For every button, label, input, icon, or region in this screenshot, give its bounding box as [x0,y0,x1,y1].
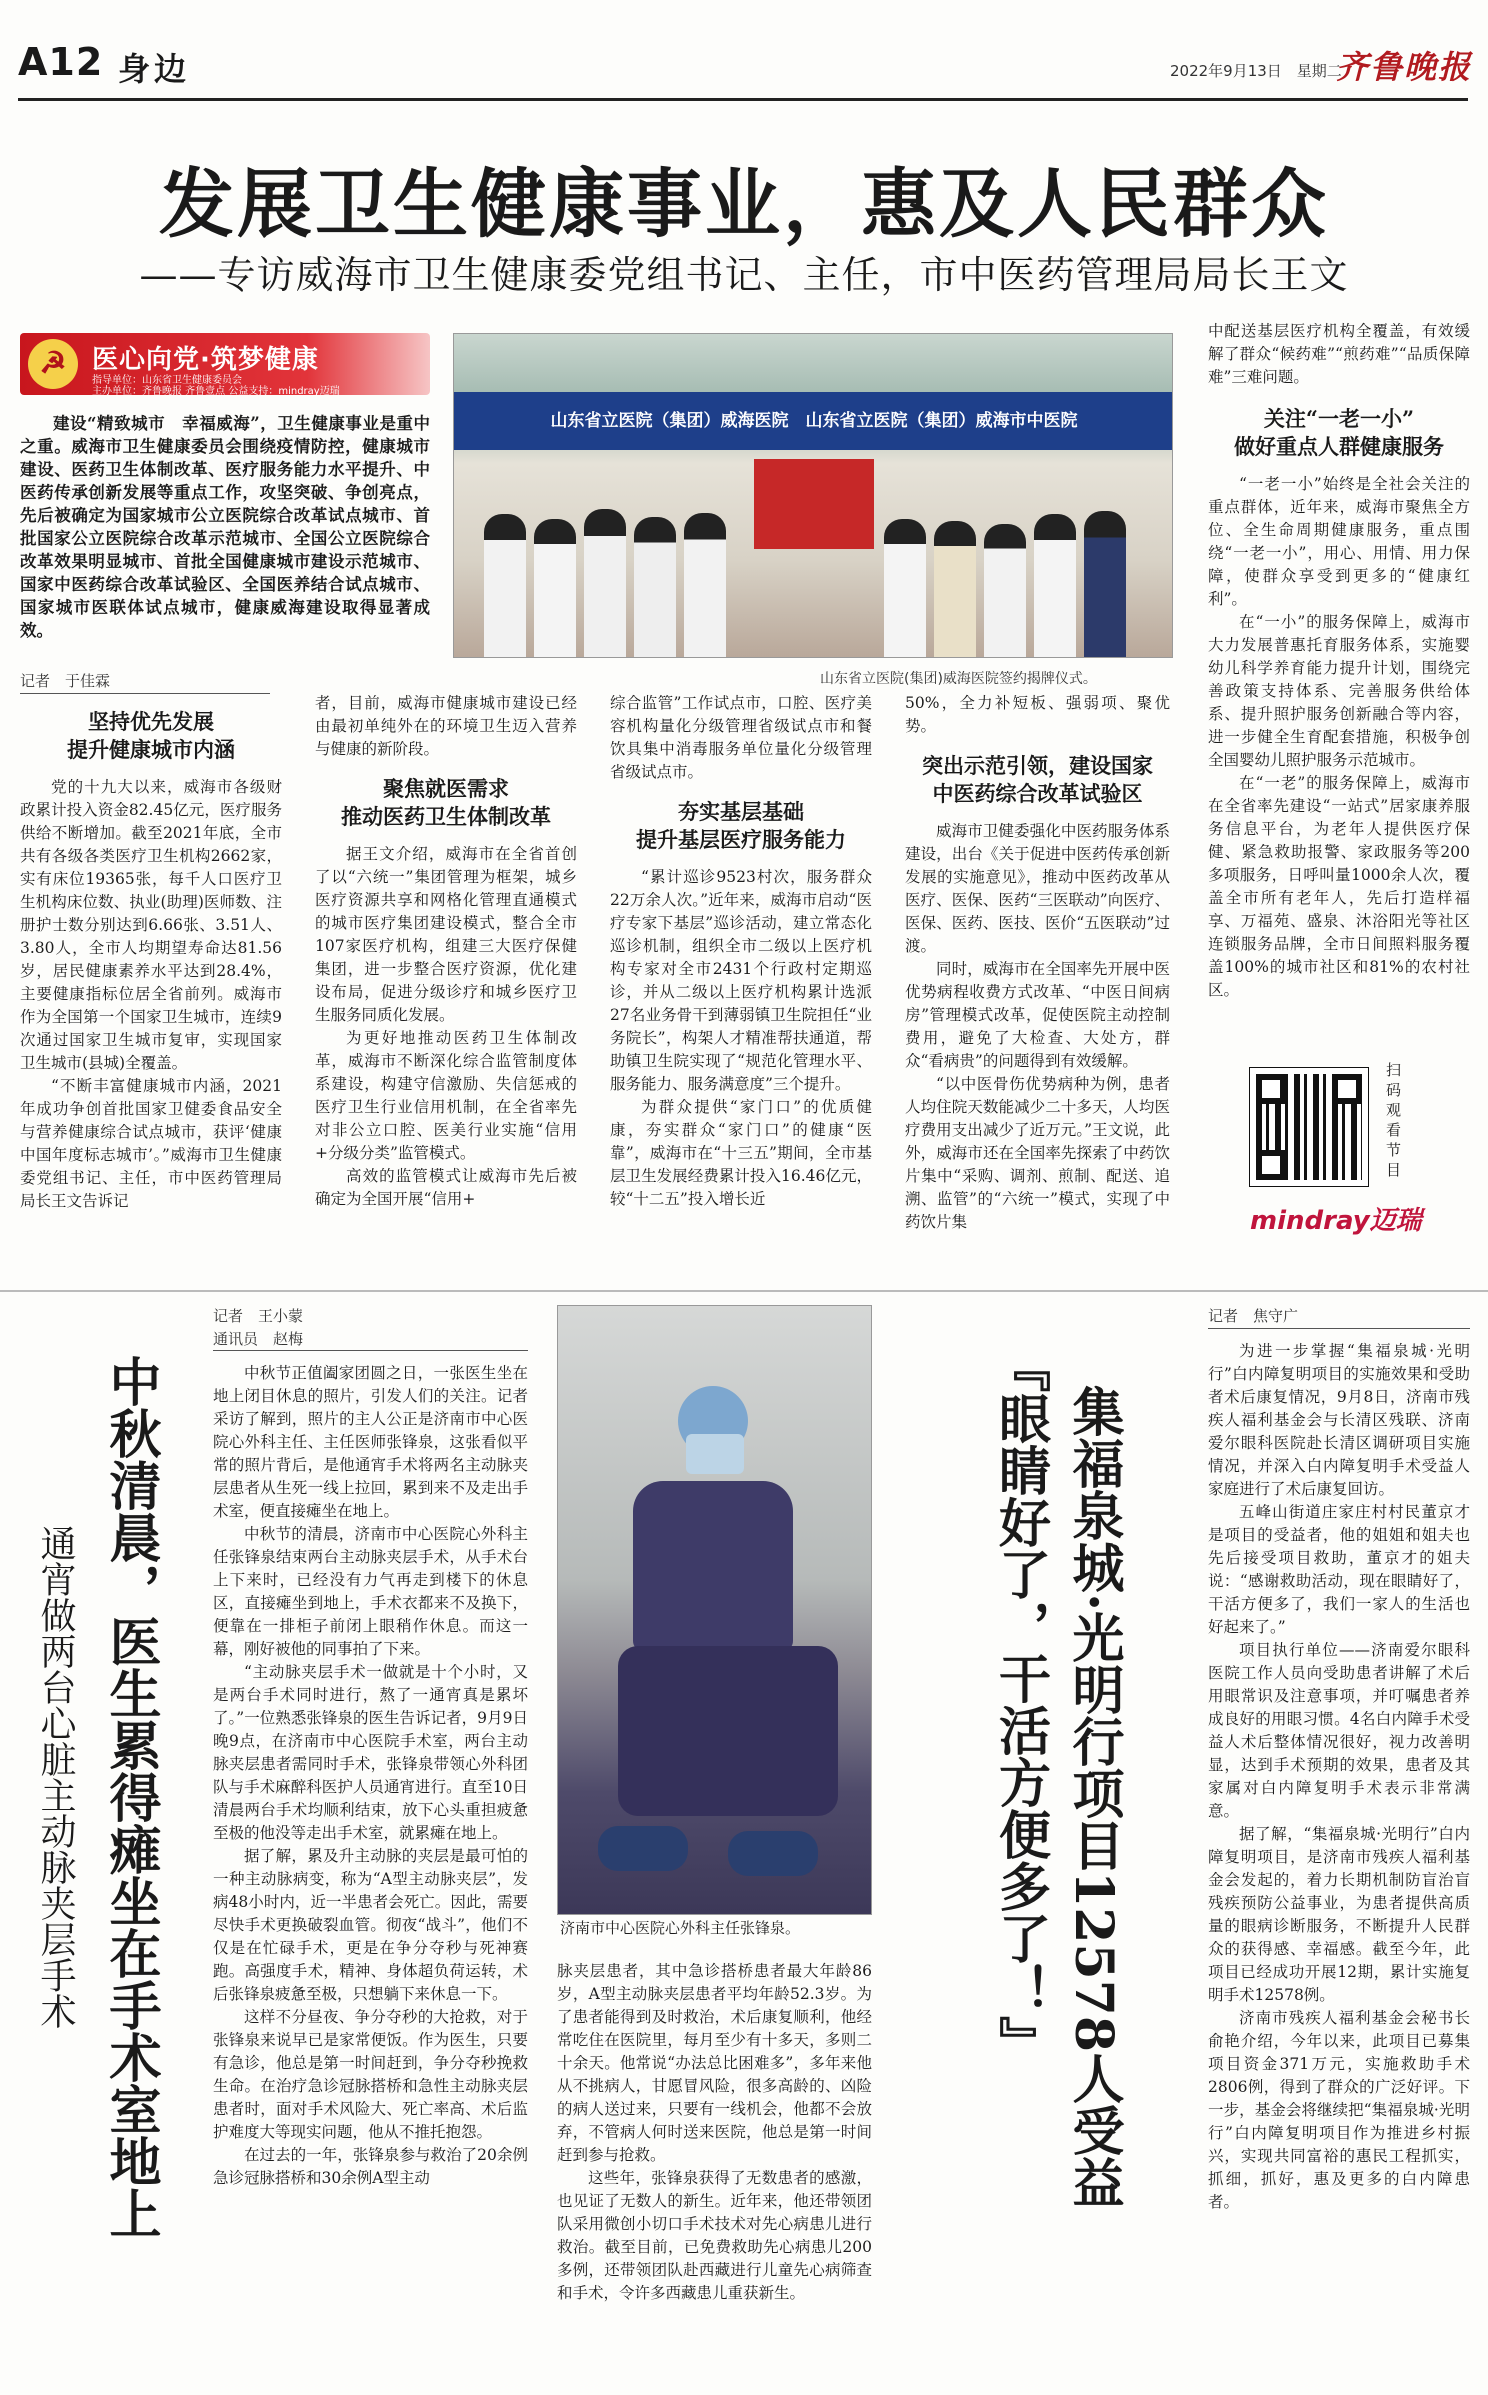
col4-heading-1: 突出示范引领，建设国家 [922,753,1153,778]
byline-rule [213,1350,528,1351]
scrubs-pants [618,1646,838,1816]
photo2-caption: 济南市中心医院心外科主任张锋泉。 [560,1919,801,1937]
article2-title-text: 中秋清晨，医生累得瘫坐在手术室地上 [100,1355,161,2239]
a2-para: 中秋节正值阖家团圆之日，一张医生坐在地上闭目休息的照片，引发人们的关注。记者采访了解到，照片的主人公正是济南市中心医院心外科主任、主任医师张锋泉，这张看似平常的照片背后，是他通宵手术将两名主动脉夹层患者从生死一线上拉回，累到来不及走出手术室，便直接瘫坐在地上。 [213,1364,528,1520]
article2-byline-correspondent: 通讯员 赵梅 [213,1330,304,1348]
col4-para: 50%，全力补短板、强弱项、聚优势。 [905,694,1170,735]
col3-para: “累计巡诊9523村次，服务群众22万余人次。”近年来，威海市启动“医疗专家下基层”巡诊活动，建立常态化巡诊机制，组织全市二级以上医疗机构专家对全市2431个行政村定期巡诊，并从二级以上医疗机构累计选派27名业务骨干到薄弱镇卫生院担任“业务院长”，构架人才精准帮扶通道，帮助镇卫生院实现了“规范化管理水平、服务能力、服务满意度”三个提升。 [610,868,872,1093]
byline-rule [1208,1328,1470,1329]
article1-title: 发展卫生健康事业，惠及人民群众 [158,160,1329,248]
article1-byline: 记者 于佳霖 [20,672,111,690]
article2-title [95,1355,165,2250]
newspaper-logo: 齐鲁晚报 [1336,48,1473,86]
col4-para: 同时，威海市在全国率先开展中医优势病程收费方式改革、“中医日间病房”管理模式改革，促使医院主动控制费用，避免了大检查、大处方，群众“看病贵”的问题得到有效缓解。 [905,960,1170,1070]
column-banner [20,333,430,395]
article2-subtitle [30,1525,80,2038]
article3-body [1208,1340,1470,2214]
scrubs-top [633,1481,793,1651]
article2-byline-reporter: 记者 王小蒙 [213,1307,304,1325]
section-divider [0,1290,1488,1292]
a2-para: 中秋节的清晨，济南市中心医院心外科主任张锋泉结束两台主动脉夹层手术，从手术台上下来时，已经没有力气再走到楼下的休息区，直接瘫坐到地上，手术衣都来不及换下，便靠在一排柜子前闭上眼稍作休息。而这一幕，刚好被他的同事拍了下来。 [213,1525,528,1658]
col1-heading-1: 坚持优先发展 [88,709,214,734]
banner-organizer: 主办单位：齐鲁晚报 齐鲁壹点 公益支持：mindray迈瑞 [92,386,340,397]
a3-para: 五峰山街道庄家庄村村民董京才是项目的受益者，他的姐姐和姐夫也先后接受项目救助，董京才的姐夫说：“感谢救助活动，现在眼睛好了，干活方便多了，我们一家人的生活也好起来了。” [1208,1503,1470,1636]
shoe-left [598,1826,688,1871]
article1-column-4 [905,692,1170,1234]
col2-para: 据王文介绍，威海市在全省首创了以“六统一”集团管理为框架，城乡医疗资源共享和网格化管理直通模式的城市医疗集团建设模式，整合全市107家医疗机构，组建三大医疗保健集团，进一步整合医疗资源，优化建设布局，促进分级诊疗和城乡医疗卫生服务同质化发展。 [315,845,577,1024]
col1-para: “不断丰富健康城市内涵，2021年成功争创首批国家卫健委食品安全与营养健康综合试点城市，获评‘健康中国年度标志城市’。”威海市卫生健康委党组书记、主任，市中医药管理局局长王文告诉记 [20,1077,282,1210]
col4-heading-2: 中医药综合改革试验区 [932,781,1143,806]
col5-heading-2: 做好重点人群健康服务 [1234,434,1444,459]
article1-column-1 [20,708,282,1213]
col2-heading-2: 推动医药卫生体制改革 [341,804,551,829]
a3-para: 项目执行单位——济南爱尔眼科医院工作人员向受助患者讲解了术后用眼常识及注意事项，并叮嘱患者养成良好的用眼习惯。4名白内障手术受益人术后整体情况很好，视力改善明显，达到手术预期的效果，患者及其家属对白内障复明手术表示非常满意。 [1208,1641,1470,1820]
article1-subtitle: ——专访威海市卫生健康委党组书记、主任，市中医药管理局局长王文 [139,253,1349,297]
col1-para: 党的十九大以来，威海市各级财政累计投入资金82.45亿元，医疗服务供给不断增加。截至2021年底，全市共有各级各类医疗卫生机构2662家，实有床位19365张，每千人口医疗卫生机构床位数、执业(助理)医师数、注册护士数分别达到6.66张、3.51人、3.80人，全市人均期望寿命达81.56岁，居民健康素养水平达到28.4%，主要健康指标位居全省前列。威海市作为全国第一个国家卫生城市，连续9次通过国家卫生城市复审，实现国家卫生城市(县城)全覆盖。 [20,778,282,1072]
col5-heading-1: 关注“一老一小” [1263,406,1415,431]
a2-para: 这样不分昼夜、争分夺秒的大抢救，对于张锋泉来说早已是家常便饭。作为医生，只要有急诊，他总是第一时间赶到，争分夺秒挽救生命。在治疗急诊冠脉搭桥和急性主动脉夹层患者时，面对手术风险大、死亡率高、术后监护难度大等现实问题，他从不推托抱怨。 [213,2008,528,2141]
issue-date: 2022年9月13日 星期二 [1170,62,1342,80]
article1-lead [20,412,430,642]
col4-para: “以中医骨伤优势病种为例，患者人均住院天数能减少二十多天，人均医疗费用支出减少了近万元。”王文说，此外，威海市还在全国率先探索了中药饮片集中“采购、调剂、煎制、配送、追溯、监管”的“六统一”模式，实现了中药饮片集 [905,1075,1170,1231]
a2-para: 据了解，累及升主动脉的夹层是最可怕的一种主动脉病变，称为“A型主动脉夹层”，发病48小时内，近一半患者会死亡。因此，需要尽快手术更换破裂血管。彻夜“战斗”，他们不仅是在忙碌手术，更是在争分夺秒与死神赛跑。高强度手术，精神、身体超负荷运转，术后张锋泉疲惫至极，只想躺下来休息一下。 [213,1847,528,2003]
photo1-caption: 山东省立医院(集团)威海医院签约揭牌仪式。 [820,671,1097,687]
col5-para: “一老一小”始终是全社会关注的重点群体，近年来，威海市聚焦全方位、全生命周期健康服务，重点围绕“一老一小”，用心、用情、用力保障，使群众享受到更多的“健康红利”。 [1208,475,1470,608]
sponsor-logo: mindray迈瑞 [1250,1206,1422,1236]
a2-para: 这些年，张锋泉获得了无数患者的感激，也见证了无数人的新生。近年来，他还带领团队采用微创小切口手术技术对先心病患儿进行救治。截至目前，已免费救助先心病患儿200多例，还带领团队赴西藏进行儿童先心病筛查和手术，令许多西藏患儿重获新生。 [557,2169,872,2302]
col3-para: 综合监管”工作试点市，口腔、医疗美容机构量化分级管理省级试点市和餐饮具集中消毒服务单位量化分级管理省级试点市。 [610,694,872,781]
qr-label: 扫码观看节目 [1386,1061,1402,1179]
col2-para: 高效的监管模式让威海市先后被确定为全国开展“信用+ [315,1167,577,1208]
article2-column-1 [213,1362,528,2190]
col4-para: 威海市卫健委强化中医药服务体系建设，出台《关于促进中医药传承创新发展的实施意见》，推动中医药改革从医疗、医保、医药“三医联动”向医疗、医保、医药、医技、医价“五医联动”过渡。 [905,822,1170,955]
section-name: 身边 [118,50,191,88]
banner-guidance: 指导单位：山东省卫生健康委员会 [92,375,242,386]
a3-para: 济南市残疾人福利基金会秘书长俞艳介绍，今年以来，此项目已募集项目资金371万元，实施救助手术2806例，得到了群众的广泛好评。下一步，基金会将继续把“集福泉城·光明行”白内障复明项目作为推进乡村振兴，实现共同富裕的惠民工程抓实，抓细，抓好，惠及更多的白内障患者。 [1208,2009,1470,2211]
face-mask [686,1434,744,1474]
col3-heading-2: 提升基层医疗服务能力 [636,827,846,852]
byline-rule [20,693,270,694]
col5-para: 在“一小”的服务保障上，威海市大力发展普惠托育服务体系，实施婴幼儿科学养育能力提升计划，围绕完善政策支持体系、完善服务供给体系、提升照护服务创新融合等内容，进一步健全生育配套措施，积极争创全国婴幼儿照护服务示范城市。 [1208,613,1470,769]
a2-para: 在过去的一年，张锋泉参与救治了20余例急诊冠脉搭桥和30余例A型主动 [213,2146,528,2187]
col3-para: 为群众提供“家门口”的优质健康，夯实群众“家门口”的健康“医靠”，威海市在“十三五”期间，全市基层卫生发展经费累计投入16.46亿元，较“十二五”投入增长近 [610,1098,872,1208]
article2-subtitle-text: 通宵做两台心脏主动脉夹层手术 [35,1525,76,2029]
header-rule [18,98,1468,101]
article3-byline: 记者 焦守广 [1208,1307,1299,1325]
doctor-resting-photo [557,1305,872,1915]
shoe-right [728,1831,818,1876]
col1-heading-2: 提升健康城市内涵 [67,737,235,762]
col3-heading-1: 夯实基层基础 [678,799,804,824]
photo-stage-banner: 山东省立医院（集团）威海医院 山东省立医院（集团）威海市中医院 [454,392,1173,450]
party-emblem-icon: ☭ [28,339,78,389]
col2-para: 者，目前，威海市健康城市建设已经由最初单纯外在的环境卫生迈入营养与健康的新阶段。 [315,694,577,758]
article3-subtitle [985,1340,1055,2078]
a3-para: 为进一步掌握“集福泉城·光明行”白内障复明项目的实施效果和受助者术后康复情况，9月8日，济南市残疾人福利基金会与长清区残联、济南爱尔眼科医院赴长清区调研项目实施情况，并深入白内障复明手术受益人家庭进行了术后康复回访。 [1208,1342,1470,1498]
banner-title: 医心向党·筑梦健康 [92,345,319,375]
col2-para: 为更好地推动医药卫生体制改革，威海市不断深化综合监管制度体系建设，构建守信激励、失信惩戒的医疗卫生行业信用机制，在全省率先对非公立口腔、医美行业实施“信用+分级分类”监管模式。 [315,1029,577,1162]
col5-para: 中配送基层医疗机构全覆盖，有效缓解了群众“候药难”“煎药难”“品质保障难”三难问题。 [1208,322,1470,386]
photo-people [454,504,1173,658]
article3-title [1058,1385,1128,2219]
a2-para: “主动脉夹层手术一做就是十个小时，又是两台手术同时进行，熬了一通宵真是累坏了。”一位熟悉张锋泉的医生告诉记者，9月9日晚9点，在济南市中心医院手术室，两台主动脉夹层患者需同时手术，张锋泉带领心外科团队与手术麻醉科医护人员通宵进行。直至10日清晨两台手术均顺利结束，放下心头重担疲惫至极的他没等走出手术室，就累瘫在地上。 [213,1663,528,1842]
article3-subtitle-text: 『眼睛好了，干活方便多了！』 [989,1340,1051,2068]
article1-column-5 [1208,320,1470,1002]
col2-heading-1: 聚焦就医需求 [383,776,509,801]
article1-column-3 [610,692,872,1211]
page-number: A12 [18,40,104,84]
a3-para: 据了解，“集福泉城·光明行”白内障复明项目，是济南市残疾人福利基金会发起的，着力长期机制防盲治盲残疾预防公益事业，为患者提供高质量的眼病诊断服务，不断提升人民群众的获得感、幸福感。截至今年，此项目已经成功开展12期，累计实施复明手术12578例。 [1208,1825,1470,2004]
article2-column-2 [557,1960,872,2305]
signing-ceremony-photo [453,333,1173,658]
article1-column-2 [315,692,577,1211]
article3-title-text: 集福泉城·光明行项目12578人受益 [1063,1385,1124,2209]
col5-para: 在“一老”的服务保障上，威海市在全省率先建设“一站式”居家康养服务信息平台，为老年人提供医疗保健、紧急救助报警、家政服务等200多项服务，日呼叫量1000余人次，覆盖全市所有老年人，先后打造样福享、万福苑、盛泉、沐浴阳光等社区连锁服务品牌，全市日间照料服务覆盖100%的城市社区和81%的农村社区。 [1208,774,1470,999]
a2-para: 脉夹层患者，其中急诊搭桥患者最大年龄86岁，A型主动脉夹层患者平均年龄52.3岁。为了患者能得到及时救治，术后康复顺利，他经常吃住在医院里，每月至少有十多天，多则二十余天。他常说“办法总比困难多”，多年来他从不挑病人，甘愿冒风险，很多高龄的、凶险的病人送过来，只要有一线机会，他都不会放弃，不管病人何时送来医院，他总是第一时间赶到参与抢救。 [557,1962,872,2164]
qr-code-icon[interactable] [1250,1068,1368,1186]
lead-paragraph: 建设“精致城市 幸福威海”，卫生健康事业是重中之重。威海市卫生健康委员会围绕疫情防控，健康城市建设、医药卫生体制改革、医疗服务能力水平提升、中医药传承创新发展等重点工作，攻坚突破、争创亮点，先后被确定为国家城市公立医院综合改革试点城市、首批国家公立医院综合改革示范城市、全国公立医院综合改革效果明显城市、首批全国健康城市建设示范城市、国家中医药综合改革试验区、全国医养结合试点城市、国家城市医联体试点城市，健康威海建设取得显著成效。 [20,414,430,640]
